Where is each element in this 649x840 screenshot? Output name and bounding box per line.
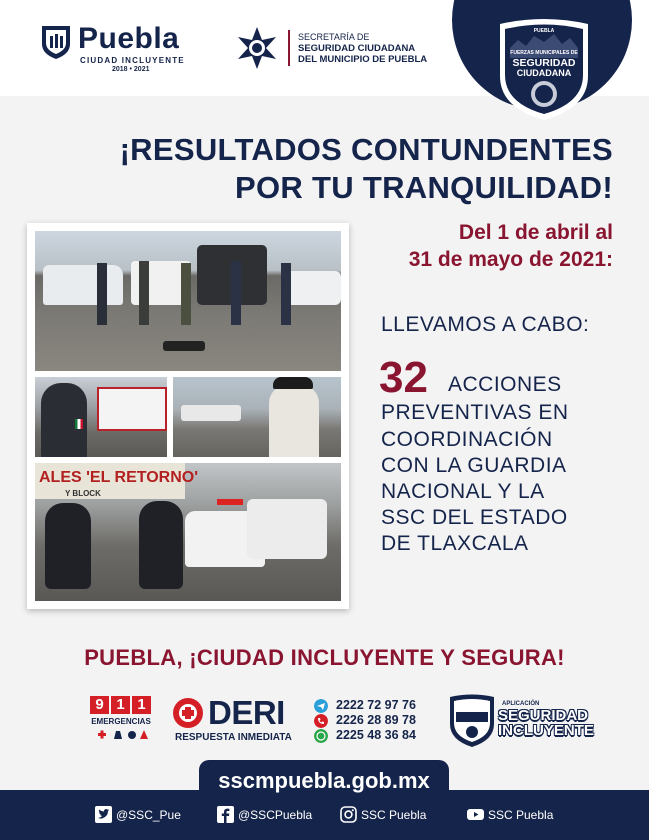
- city-logo-years: 2018 • 2021: [112, 66, 150, 73]
- puebla-city-logo: [40, 22, 210, 72]
- headline-line1: ¡RESULTADOS CONTUNDENTES: [119, 132, 613, 167]
- photo-convoy-lineup: [35, 231, 341, 371]
- deri-name: DERI: [208, 694, 285, 731]
- emergency-label: EMERGENCIAS: [91, 717, 151, 726]
- app-label: APLICACIÓN: [502, 701, 540, 707]
- badge-top-text: PUEBLA: [533, 28, 555, 34]
- social-handle: @SSCPuebla: [238, 808, 313, 822]
- badge-name-line1: SEGURIDAD: [512, 57, 576, 69]
- summary-line: SSC DEL ESTADO: [381, 506, 568, 529]
- actions-count: 32: [379, 353, 428, 402]
- phone-number: 2225 48 36 84: [336, 728, 416, 742]
- storefront-sub-text: Y BLOCK: [65, 489, 101, 498]
- secretariat-divider: [288, 30, 290, 66]
- instagram-icon: [340, 806, 357, 823]
- emergency-digit: 1: [132, 696, 151, 714]
- facebook-icon: [217, 806, 234, 823]
- secretariat-line1: SECRETARÍA DE: [298, 32, 370, 42]
- summary-intro: LLEVAMOS A CABO:: [381, 313, 590, 336]
- app-name: [498, 708, 594, 738]
- summary-line: NACIONAL Y LA: [381, 480, 545, 503]
- social-handle: SSC Puebla: [361, 808, 427, 822]
- summary-line: DE TLAXCALA: [381, 532, 529, 555]
- secretariat-name: [298, 32, 427, 65]
- phone-number: 2226 28 89 78: [336, 713, 416, 727]
- app-badge-icon: [448, 694, 496, 748]
- app-name-line2: INCLUYENTE: [498, 722, 594, 739]
- period-line1: Del 1 de abril al: [458, 221, 613, 244]
- photo-officer-bus: [35, 377, 167, 457]
- police-star-icon: [235, 26, 279, 70]
- city-logo-name: Puebla: [78, 22, 180, 55]
- youtube-icon: [467, 806, 484, 823]
- phone-icon: [314, 714, 328, 728]
- emergency-911-logo: [90, 696, 152, 744]
- slogan: PUEBLA, ¡CIUDAD INCLUYENTE Y SEGURA!: [84, 645, 565, 670]
- app-name-line1: SEGURIDAD: [498, 707, 589, 724]
- city-logo-subtitle: CIUDAD INCLUYENTE: [80, 56, 185, 65]
- secretariat-line2: SEGURIDAD CIUDADANA: [298, 43, 416, 54]
- social-handle: SSC Puebla: [488, 808, 554, 822]
- badge-arc-text: FUERZAS MUNICIPALES DE: [510, 50, 578, 56]
- emergency-digit: 9: [90, 696, 109, 714]
- photo-collage: [27, 223, 349, 609]
- summary-line: PREVENTIVAS EN: [381, 401, 569, 424]
- storefront-sign-text: ALES 'EL RETORNO': [39, 469, 199, 486]
- emergency-services-icons: [94, 729, 148, 741]
- photo-motorcycle-patrol: [35, 463, 341, 601]
- whatsapp-icon: [314, 729, 328, 743]
- summary-line: ACCIONES: [448, 373, 562, 396]
- phone-number: 2222 72 97 76: [336, 698, 416, 712]
- summary-line: COORDINACIÓN: [381, 428, 553, 451]
- emergency-digit: 1: [111, 696, 130, 714]
- deri-logo-icon: [172, 697, 204, 729]
- photo-guard-checkpoint: [173, 377, 341, 457]
- ssc-badge-icon: [496, 18, 592, 122]
- secretariat-line3: DEL MUNICIPIO DE PUEBLA: [298, 54, 428, 65]
- period-line2: 31 de mayo de 2021:: [408, 248, 613, 271]
- headline-line2: POR TU TRANQUILIDAD!: [235, 170, 613, 205]
- deri-subtitle: RESPUESTA INMEDIATA: [175, 732, 292, 743]
- telegram-icon: [314, 699, 328, 713]
- twitter-icon: [95, 806, 112, 823]
- social-handle: @SSC_Pue: [116, 808, 181, 822]
- badge-name-line2: CIUDADANA: [516, 68, 572, 78]
- summary-line: CON LA GUARDIA: [381, 454, 567, 477]
- website-link[interactable]: sscmpuebla.gob.mx: [218, 768, 430, 793]
- city-shield-icon: [40, 24, 72, 60]
